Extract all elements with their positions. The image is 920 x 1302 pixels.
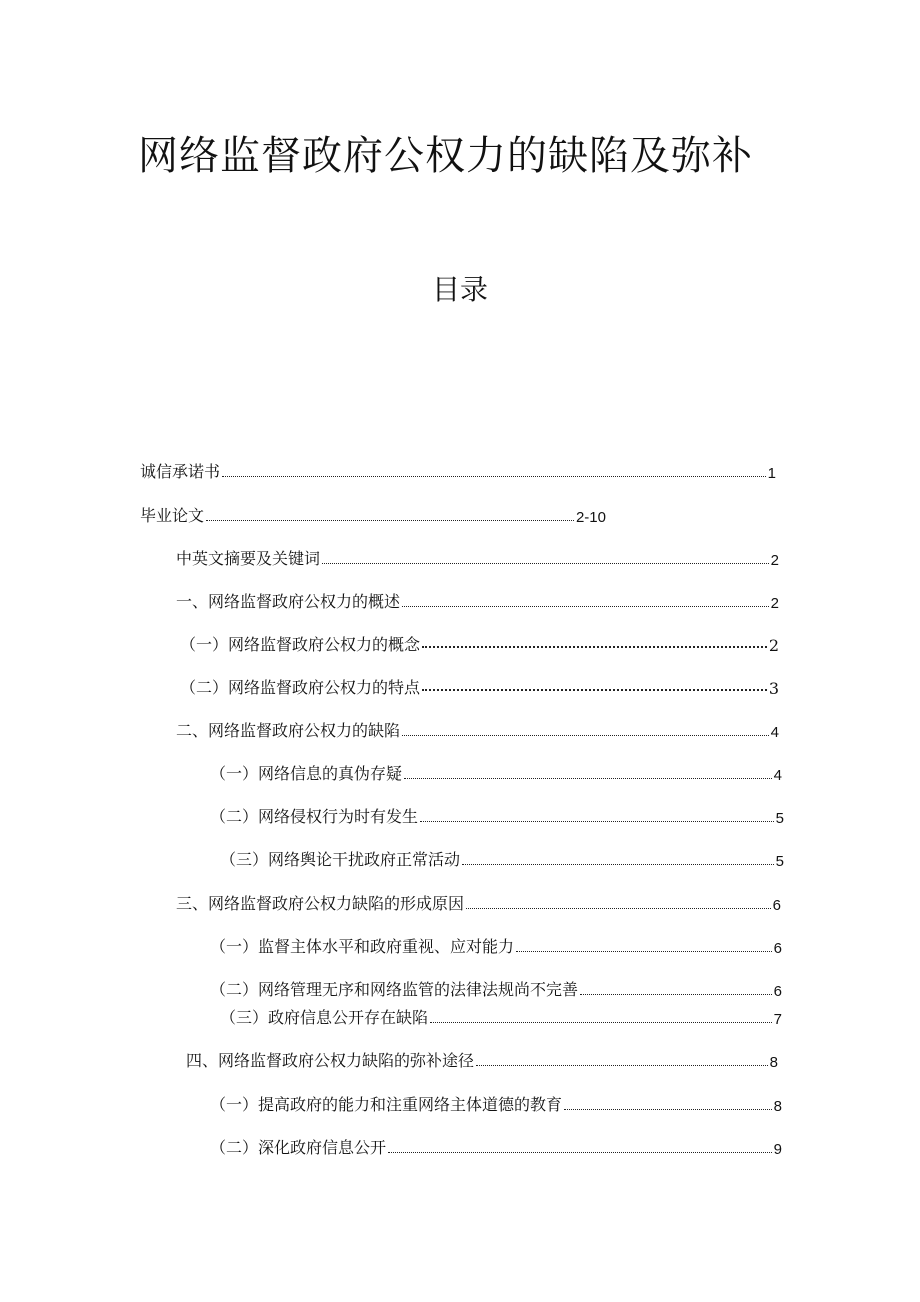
toc-entry[interactable] bbox=[176, 717, 779, 741]
dot-leader bbox=[402, 606, 769, 607]
toc-entry[interactable] bbox=[140, 502, 606, 526]
toc-entry-page: 4 bbox=[773, 767, 782, 784]
toc-entry-label: （二）网络侵权行为时有发生 bbox=[210, 807, 419, 826]
toc-entry-label: （一）网络信息的真伪存疑 bbox=[210, 764, 403, 783]
toc-entry-page: 2 bbox=[768, 636, 779, 655]
toc-entry[interactable] bbox=[140, 458, 776, 482]
dot-leader bbox=[462, 864, 774, 865]
dot-leader bbox=[466, 908, 771, 909]
toc-entry-label: 一、网络监督政府公权力的概述 bbox=[176, 592, 401, 611]
dot-leader bbox=[222, 476, 766, 477]
toc-entry[interactable] bbox=[186, 1047, 778, 1071]
toc-entry-page: 5 bbox=[775, 810, 784, 827]
toc-entry[interactable] bbox=[210, 1091, 782, 1115]
toc-entry-page: 8 bbox=[769, 1054, 778, 1071]
toc-entry-page: 9 bbox=[773, 1141, 782, 1158]
dot-leader bbox=[402, 735, 769, 736]
toc-entry-page: 4 bbox=[770, 724, 779, 741]
toc-entry[interactable] bbox=[210, 803, 784, 827]
dot-leader bbox=[422, 646, 767, 648]
toc-entry[interactable] bbox=[210, 933, 782, 957]
dot-leader bbox=[420, 821, 774, 822]
dot-leader bbox=[476, 1065, 768, 1066]
toc-entry-page: 5 bbox=[775, 853, 784, 870]
toc-entry-label: （二）深化政府信息公开 bbox=[210, 1138, 387, 1157]
toc-entry-page: 7 bbox=[773, 1011, 782, 1028]
toc-entry-label: （二）网络管理无序和网络监管的法律法规尚不完善 bbox=[210, 980, 579, 999]
toc-entry-label: 三、网络监督政府公权力缺陷的形成原因 bbox=[176, 894, 465, 913]
toc-entry[interactable] bbox=[210, 976, 782, 1000]
toc-entry-label: （一）网络监督政府公权力的概念 bbox=[180, 635, 421, 654]
toc-entry-label: 中英文摘要及关键词 bbox=[176, 549, 321, 568]
toc-heading: 目录 bbox=[431, 273, 488, 306]
toc-entry-page: 2 bbox=[770, 595, 779, 612]
dot-leader bbox=[206, 520, 574, 521]
dot-leader bbox=[580, 994, 772, 995]
toc-entry-page: 1 bbox=[767, 465, 776, 482]
toc-entry[interactable] bbox=[210, 1134, 782, 1158]
toc-entry-label: 诚信承诺书 bbox=[140, 462, 221, 481]
toc-entry-label: （三）政府信息公开存在缺陷 bbox=[220, 1008, 429, 1027]
dot-leader bbox=[388, 1152, 772, 1153]
toc-entry[interactable] bbox=[220, 846, 784, 870]
toc-entry[interactable] bbox=[210, 760, 782, 784]
toc-entry[interactable] bbox=[176, 588, 779, 612]
toc-entry[interactable] bbox=[180, 674, 779, 698]
toc-entry-page: 6 bbox=[772, 897, 781, 914]
toc-entry-label: （三）网络舆论干扰政府正常活动 bbox=[220, 850, 461, 869]
dot-leader bbox=[516, 951, 772, 952]
dot-leader bbox=[430, 1022, 772, 1023]
toc-entry-page: 6 bbox=[773, 983, 782, 1000]
toc-entry-label: 四、网络监督政府公权力缺陷的弥补途径 bbox=[186, 1051, 475, 1070]
toc-entry-label: 二、网络监督政府公权力的缺陷 bbox=[176, 721, 401, 740]
dot-leader bbox=[564, 1109, 772, 1110]
dot-leader bbox=[322, 563, 769, 564]
toc-entry[interactable] bbox=[180, 631, 779, 655]
toc-entry-label: （一）监督主体水平和政府重视、应对能力 bbox=[210, 937, 515, 956]
toc-entry-page: 3 bbox=[768, 679, 779, 698]
toc-entry[interactable] bbox=[176, 890, 781, 914]
toc-entry-page: 2 bbox=[770, 552, 779, 569]
toc-entry-page: 2-10 bbox=[575, 509, 606, 526]
toc-entry-label: （二）网络监督政府公权力的特点 bbox=[180, 678, 421, 697]
dot-leader bbox=[404, 778, 772, 779]
toc-entry[interactable] bbox=[220, 1004, 782, 1028]
dot-leader bbox=[422, 689, 767, 691]
toc-entry-page: 6 bbox=[773, 940, 782, 957]
document-title: 网络监督政府公权力的缺陷及弥补 bbox=[138, 133, 753, 179]
toc-entry[interactable] bbox=[176, 545, 779, 569]
toc-entry-label: 毕业论文 bbox=[140, 506, 205, 525]
toc-entry-page: 8 bbox=[773, 1098, 782, 1115]
toc-entry-label: （一）提高政府的能力和注重网络主体道德的教育 bbox=[210, 1095, 563, 1114]
